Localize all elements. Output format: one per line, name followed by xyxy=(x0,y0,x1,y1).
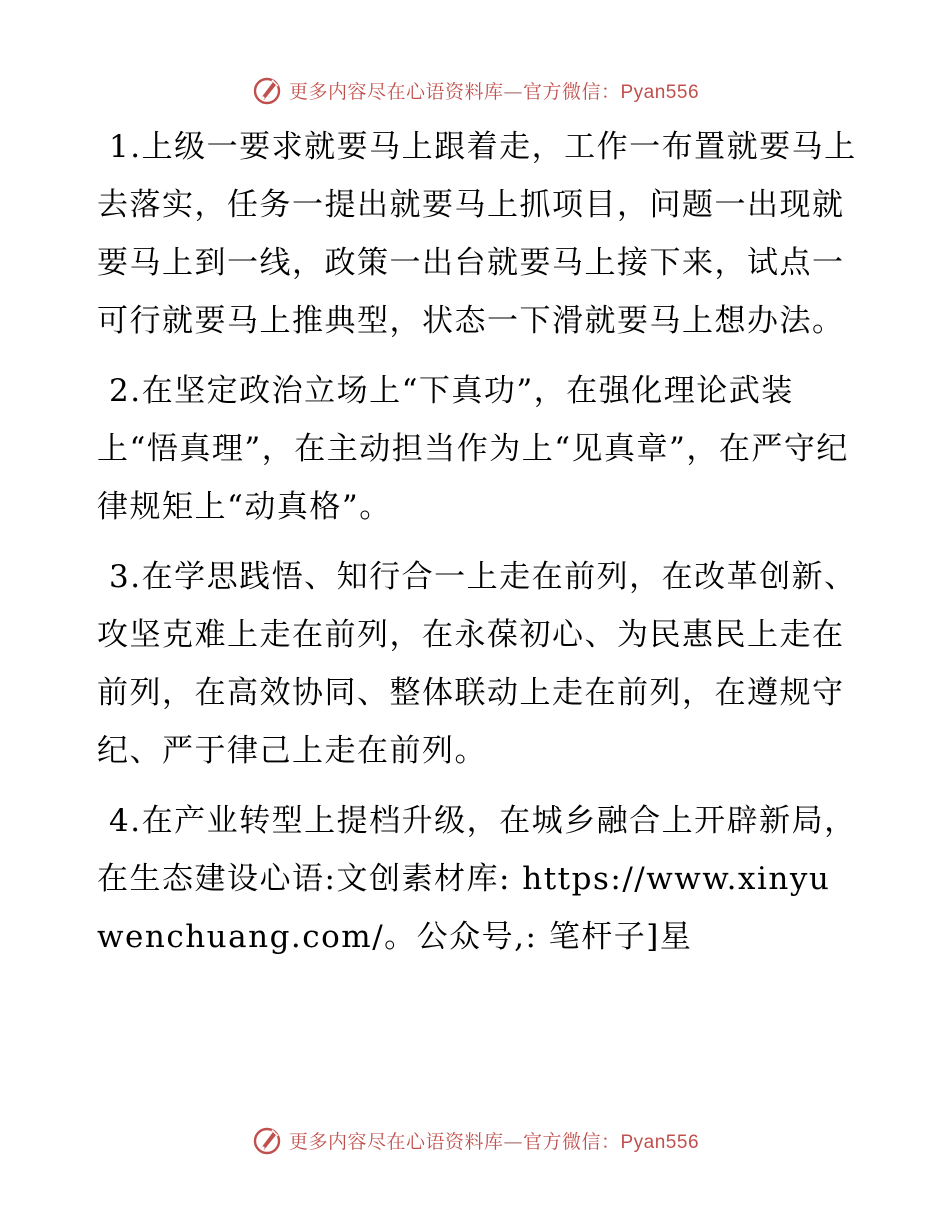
header-banner xyxy=(0,70,950,110)
footer-banner-text xyxy=(289,1127,699,1154)
header-banner-text xyxy=(289,77,699,104)
pen-logo-icon xyxy=(251,74,283,106)
paragraph-3: 3.在学思践悟、知行合一上走在前列，在改革创新、攻坚克难上走在前列，在永葆初心、为民惠民上走在前列，在高效协同、整体联动上走在前列，在遵规守纪、严于律己上走在前列。 xyxy=(97,559,857,769)
paragraph-4: 4.在产业转型上提档升级，在城乡融合上开辟新局，在生态建设心语:文创素材库: https://www.xinyuwenchuang.com/。公众号,: 笔杆子]星 xyxy=(97,803,857,955)
header-separator: — xyxy=(503,80,523,103)
pen-logo-icon xyxy=(251,1124,283,1156)
footer-contact-label: 官方微信： xyxy=(522,1130,621,1153)
header-contact-handle: Pyan556 xyxy=(620,81,700,103)
footer-brand-text: 更多内容尽在心语资料库 xyxy=(288,1130,504,1153)
paragraph-2: 2.在坚定政治立场上“下真功”，在强化理论武装上“悟真理”，在主动担当作为上“见真章”，在严守纪律规矩上“动真格”。 xyxy=(97,373,849,525)
document-body xyxy=(97,118,857,978)
header-contact-label: 官方微信： xyxy=(522,80,621,103)
paragraph-1: 1.上级一要求就要马上跟着走，工作一布置就要马上去落实，任务一提出就要马上抓项目，问题一出现就要马上到一线，政策一出台就要马上接下来，试点一可行就要马上推典型，状态一下滑就要马上想办法。 xyxy=(97,129,857,339)
footer-separator: — xyxy=(503,1130,523,1153)
footer-contact-handle: Pyan556 xyxy=(620,1131,700,1153)
header-brand-text: 更多内容尽在心语资料库 xyxy=(288,80,504,103)
footer-banner xyxy=(0,1120,950,1160)
